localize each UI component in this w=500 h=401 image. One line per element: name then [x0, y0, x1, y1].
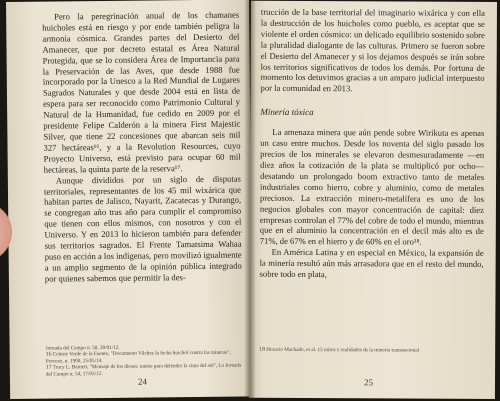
right-paragraph-2: La amenaza minera que aún pende sobre Wirikuta es apenas un caso entre muchos. Desde los noventa del siglo pasado los precios de los minerales se elevaron desmesuradamente —en diez años la cotización de la plata se multiplicó por ocho— desatando un prolongado boom extractivo tanto de metales industriales como hierro, cobre y aluminio, como de metales preciosos. La extracción minero-metalífera es uno de los negocios globales con mayor concentración de capital: diez empresas controlan el 77% del cobre de todo el mundo, mientras que en el aluminio la concentración en el decil más alto es de 71%, de 67% en el hierro y de 60% en el oro¹⁸. [259, 127, 485, 247]
right-paragraph-1: trucción de la base territorial del imaginario wixárica y con ella la destrucción de los huicholes como pueblo, es aceptar que se violente el orden cósmico: un delicado equilibrio sostenido sobre la pluralidad dialogante de las culturas. Primero se fueron sobre el Desierto del Amanecer y si los dejamos después se irán sobre los territorios significativos de todos los demás. Por fortuna de momento los detuvimos gracias a un amparo judicial interpuesto por la comunidad en 2013. [260, 6, 485, 94]
left-footnotes [46, 344, 243, 378]
left-paragraph-2: Aunque divididos por un siglo de disputas territoriales, representantes de los 45 mil wixárica que habitan partes de Jalisco, Nayarit, Zacatecas y Durango, se congregan año tras año para cumplir el compromiso que tienen con ellos mismos, con nosotros y con el Universo. Y en 2013 lo hicieron también para defender sus territorios sagrados. El Frente Tamatsima Wahaa puso en acción a los indígenas, pero movilizó igualmente a un amplio segmento de la opinión pública integrado por quienes sabemos que permitir la des- [43, 173, 242, 284]
page-number-right: 25 [363, 377, 374, 388]
book-gutter [244, 0, 256, 401]
left-page [6, 0, 253, 399]
footnote: 18 Horacio Machado, et al. 15 mitos y realidades de la minería transnacional [259, 346, 420, 354]
right-paragraph-3: En América Latina y en especial en México, la expansión de la minería resultó aún más arrasadora que en el resto del mundo, sobre todo en plata, [259, 247, 484, 280]
right-page [249, 1, 497, 399]
footnote: Jornada del Campo n. 50, 28/01/12. [45, 344, 120, 352]
footnote: 16 Celeste Verde de la Fuente, "Documento Vilchez la fecha huichol contra las mineras", Proceso, n. 1900, 25/05/14. [45, 350, 231, 365]
left-paragraph-1: Pero la peregrinación anual de los chamanes huicholes está en riesgo y por ende también peligra la armonía cósmica. Grandes partes del Desierto del Amanecer, que por decreto estatal es Área Natural Protegida, que se lo considera Área de Importancia para la Preservación de las Aves, que desde 1988 fue incorporado por la Unesco a la Red Mundial de Lugares Sagrados Naturales y que desde 2004 está en lista de espera para ser reconocido como Patrimonio Cultural y Natural de la Humanidad, fue cedido en 2009 por el presidente Felipe Calderón a la minera First Majestic Silver, que tiene 22 concesiones que abarcan seis mil 327 hectáreas¹⁶, y a la Revolution Resources, cuyo Proyecto Universo, está previsto para ocupar 60 mil hectáreas, la quinta parte de la reserva¹⁷. [42, 9, 241, 175]
page-number-left: 24 [137, 376, 148, 387]
section-heading: Minería tóxica [260, 107, 314, 118]
left-page-body [42, 10, 242, 285]
right-page-body [260, 7, 485, 281]
footnote: 17 Tracy L. Barnett, "Mensaje de los dioses: unirse para defender la cima del sol", La Jornada del Campo n. 54, 17/05/12. [45, 362, 242, 378]
right-footnotes [259, 347, 483, 355]
